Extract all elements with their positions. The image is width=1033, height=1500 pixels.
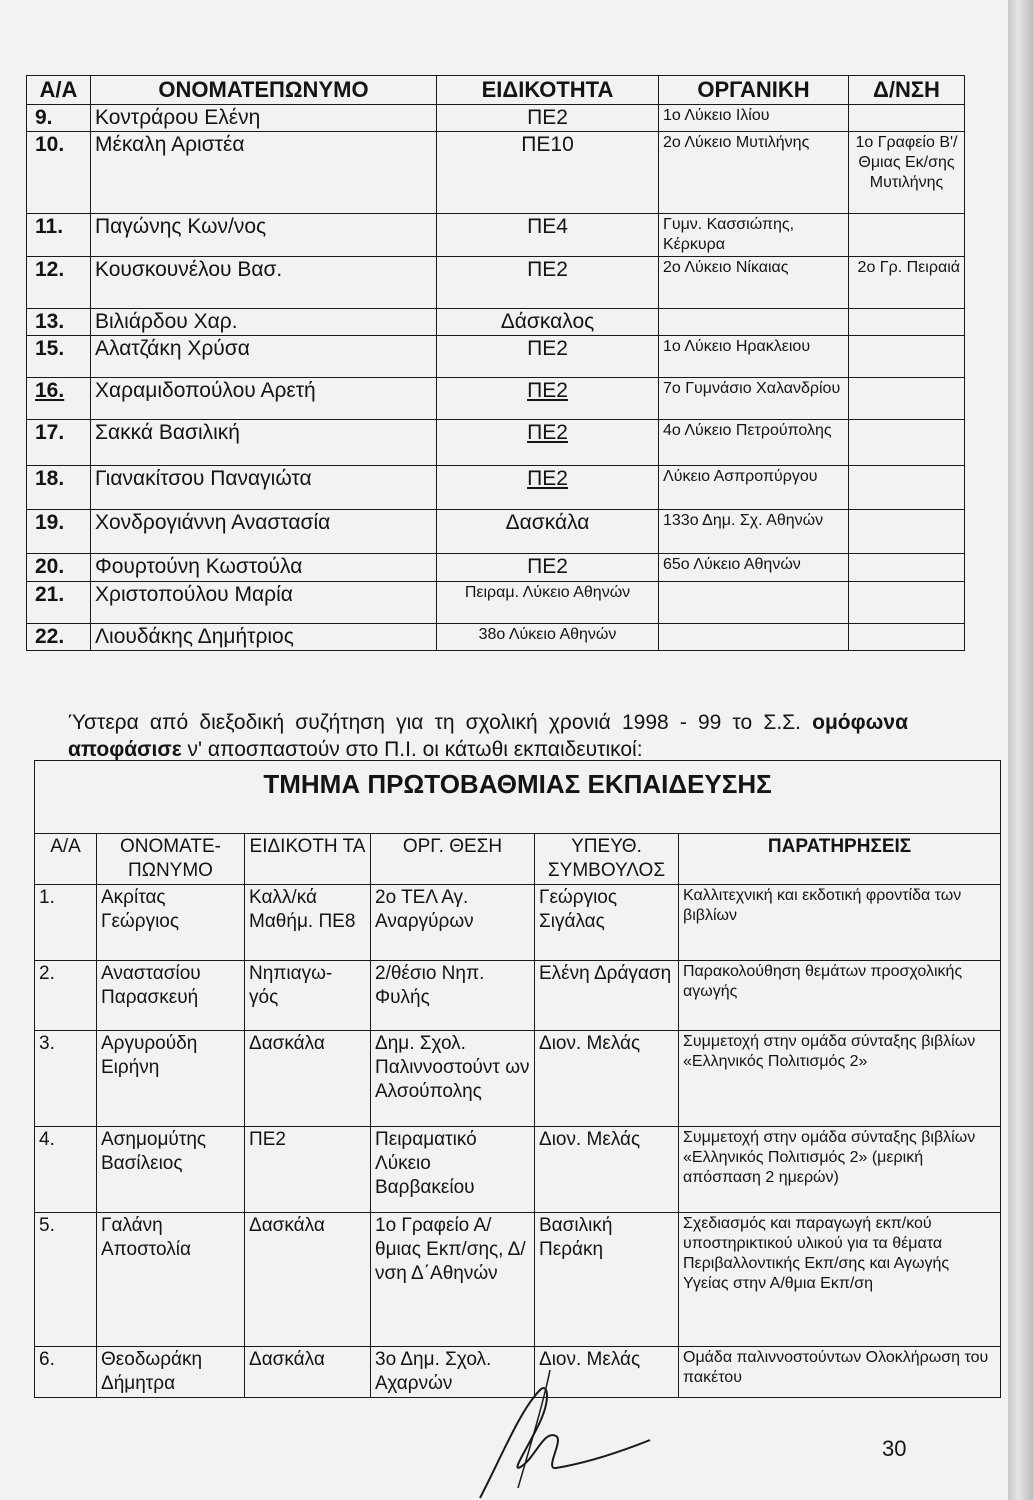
header-spec: ΕΙΔΙΚΟΤΗΤΑ [437, 76, 659, 105]
row-spec: 38ο Λύκειο Αθηνών [437, 624, 659, 651]
row-num: 21. [27, 582, 91, 624]
row-dir [849, 582, 965, 624]
row-num: 10. [27, 132, 91, 214]
row-remarks: Ομάδα παλιννοστούντων Ολοκλήρωση του πακέτου [679, 1347, 1001, 1398]
header-name: ΟΝΟΜΑΤΕΠΩΝΥΜΟ [91, 76, 437, 105]
row-num: 6. [35, 1347, 97, 1398]
row-org: Γυμν. Κασσιώπης, Κέρκυρα [659, 214, 849, 257]
row-dir [849, 624, 965, 651]
row-name: Χριστοπούλου Μαρία [91, 582, 437, 624]
row-name: Κουσκουνέλου Βασ. [91, 257, 437, 309]
table-row [35, 885, 1001, 961]
row-remarks: Συμμετοχή στην ομάδα σύνταξης βιβλίων «Ελληνικός Πολιτισμός 2» (μερική απόσπαση 2 ημερών) [679, 1127, 1001, 1213]
row-spec: ΠΕ10 [437, 132, 659, 214]
row-org: Λύκειο Ασπροπύργου [659, 466, 849, 510]
row-num: 17. [27, 420, 91, 466]
table-row [27, 214, 965, 257]
row-num: 4. [35, 1127, 97, 1213]
row-name: Μέκαλη Αριστέα [91, 132, 437, 214]
row-dir [849, 378, 965, 420]
row-spec: Δάσκαλος [437, 309, 659, 336]
row-position: 2ο ΤΕΛ Αγ. Αναργύρων [371, 885, 535, 961]
row-name: Χαραμιδοπούλου Αρετή [91, 378, 437, 420]
row-name: Φουρτούνη Κωστούλα [91, 554, 437, 582]
row-dir [849, 336, 965, 378]
row-org: 2ο Λύκειο Νίκαιας [659, 257, 849, 309]
row-org [659, 624, 849, 651]
table-row [27, 554, 965, 582]
row-org [659, 582, 849, 624]
page-number: 30 [882, 1436, 907, 1461]
row-org: 4ο Λύκειο Πετρούπολης [659, 420, 849, 466]
row-num: 20. [27, 554, 91, 582]
header-remarks: ΠΑΡΑΤΗΡΗΣΕΙΣ [679, 834, 1001, 885]
row-name: Αναστασίου Παρασκευή [97, 961, 245, 1031]
paragraph-text-1: Ύστερα από διεξοδική συζήτηση για τη σχολική χρονιά 1998 - 99 το Σ.Σ. [68, 711, 801, 734]
row-name: Θεοδωράκη Δήμητρα [97, 1347, 245, 1398]
row-org: 1ο Λύκειο Ηρακλειου [659, 336, 849, 378]
table-row [27, 105, 965, 132]
row-spec: Δασκάλα [245, 1031, 371, 1127]
row-dir: 2ο Γρ. Πειραιά [849, 257, 965, 309]
row-num: 11. [27, 214, 91, 257]
row-num: 3. [35, 1031, 97, 1127]
table-row [27, 624, 965, 651]
row-spec: Πειραμ. Λύκειο Αθηνών [437, 582, 659, 624]
row-num: 13. [27, 309, 91, 336]
header-org: ΟΡΓΑΝΙΚΗ [659, 76, 849, 105]
table-row [27, 132, 965, 214]
row-dir [849, 420, 965, 466]
row-spec: Δασκάλα [437, 510, 659, 554]
row-position: 2/θέσιο Νηπ. Φυλής [371, 961, 535, 1031]
section-title: ΤΜΗΜΑ ΠΡΩΤΟΒΑΘΜΙΑΣ ΕΚΠΑΙΔΕΥΣΗΣ [35, 761, 1001, 834]
row-remarks: Καλλιτεχνική και εκδοτική φροντίδα των βιβλίων [679, 885, 1001, 961]
row-position: 1ο Γραφείο Α/θμιας Εκπ/σης, Δ/νση Δ΄Αθηνών [371, 1213, 535, 1347]
row-dir [849, 105, 965, 132]
row-org: 1ο Λύκειο Ιλίου [659, 105, 849, 132]
row-name: Ασημομύτης Βασίλειος [97, 1127, 245, 1213]
row-dir [849, 510, 965, 554]
table-row [27, 336, 965, 378]
row-remarks: Συμμετοχή στην ομάδα σύνταξης βιβλίων «Ελληνικός Πολιτισμός 2» [679, 1031, 1001, 1127]
table-row [27, 257, 965, 309]
row-num: 19. [27, 510, 91, 554]
row-num: 5. [35, 1213, 97, 1347]
row-spec: Δασκάλα [245, 1213, 371, 1347]
row-spec: ΠΕ2 [437, 336, 659, 378]
row-dir [849, 554, 965, 582]
row-spec: ΠΕ2 [245, 1127, 371, 1213]
page-edge [1008, 0, 1033, 1500]
row-num: 16. [27, 378, 91, 420]
row-position: 3ο Δημ. Σχολ. Αχαρνών [371, 1347, 535, 1398]
row-org: 2ο Λύκειο Μυτιλήνης [659, 132, 849, 214]
row-name: Κοντράρου Ελένη [91, 105, 437, 132]
row-num: 15. [27, 336, 91, 378]
row-dir: 1ο Γραφείο Β'/Θμιας Εκ/σης Μυτιλήνης [849, 132, 965, 214]
row-spec: ΠΕ2 [437, 554, 659, 582]
table-row [35, 1213, 1001, 1347]
decision-paragraph [68, 709, 908, 763]
primary-education-table [34, 760, 1001, 1398]
header-position: ΟΡΓ. ΘΕΣΗ [371, 834, 535, 885]
header-spec: ΕΙΔΙΚΟΤΗ ΤΑ [245, 834, 371, 885]
row-name: Γαλάνη Αποστολία [97, 1213, 245, 1347]
table-row [27, 420, 965, 466]
top-table [26, 75, 965, 651]
row-advisor: Βασιλική Περάκη [535, 1213, 679, 1347]
header-name: ΟΝΟΜΑΤΕ- ΠΩΝΥΜΟ [97, 834, 245, 885]
row-spec: Νηπιαγω- γός [245, 961, 371, 1031]
table-row [27, 309, 965, 336]
row-spec: ΠΕ2 [437, 466, 659, 510]
row-num: 9. [27, 105, 91, 132]
row-spec: ΠΕ4 [437, 214, 659, 257]
row-name: Αλατζάκη Χρύσα [91, 336, 437, 378]
row-name: Αργυρούδη Ειρήνη [97, 1031, 245, 1127]
row-dir [849, 466, 965, 510]
row-num: 22. [27, 624, 91, 651]
table-row [27, 466, 965, 510]
row-advisor: Διον. Μελάς [535, 1347, 679, 1398]
row-spec: Καλλ/κά Μαθήμ. ΠΕ8 [245, 885, 371, 961]
row-spec: ΠΕ2 [437, 105, 659, 132]
row-num: 12. [27, 257, 91, 309]
primary-table-header [35, 834, 1001, 885]
row-org: 7ο Γυμνάσιο Χαλανδρίου [659, 378, 849, 420]
row-spec: ΠΕ2 [437, 257, 659, 309]
row-remarks: Παρακολούθηση θεμάτων προσχολικής αγωγής [679, 961, 1001, 1031]
row-org [659, 309, 849, 336]
table-row [27, 582, 965, 624]
row-name: Βιλιάρδου Χαρ. [91, 309, 437, 336]
header-advisor: ΥΠΕΥΘ. ΣΥΜΒΟΥΛΟΣ [535, 834, 679, 885]
table-row [27, 510, 965, 554]
header-aa: Α/Α [35, 834, 97, 885]
row-num: 1. [35, 885, 97, 961]
table-row [35, 961, 1001, 1031]
row-name: Λιουδάκης Δημήτριος [91, 624, 437, 651]
row-org: 133ο Δημ. Σχ. Αθηνών [659, 510, 849, 554]
row-dir [849, 309, 965, 336]
row-advisor: Διον. Μελάς [535, 1127, 679, 1213]
row-name: Γιανακίτσου Παναγιώτα [91, 466, 437, 510]
table-row [35, 1031, 1001, 1127]
table-row [35, 1127, 1001, 1213]
header-dir: Δ/ΝΣΗ [849, 76, 965, 105]
row-position: Πειραματικό Λύκειο Βαρβακείου [371, 1127, 535, 1213]
row-dir [849, 214, 965, 257]
row-name: Ακρίτας Γεώργιος [97, 885, 245, 961]
row-spec: Δασκάλα [245, 1347, 371, 1398]
table-row [27, 378, 965, 420]
paragraph-text-2: ν' αποσπαστούν στο Π.Ι. οι κάτωθι εκπαιδευτικοί: [181, 738, 643, 761]
paragraph-bold: ομόφωνα αποφάσισε [68, 711, 908, 761]
row-advisor: Ελένη Δράγαση [535, 961, 679, 1031]
row-org: 65ο Λύκειο Αθηνών [659, 554, 849, 582]
row-position: Δημ. Σχολ. Παλιννοστούντ ων Αλσούπολης [371, 1031, 535, 1127]
row-name: Χονδρογιάννη Αναστασία [91, 510, 437, 554]
row-advisor: Διον. Μελάς [535, 1031, 679, 1127]
top-table-header [27, 76, 965, 105]
row-remarks: Σχεδιασμός και παραγωγή εκπ/κού υποστηρικτικού υλικού για τα θέματα Περιβαλλοντικής Εκπ/σης και Αγωγής Υγείας στην Α/θμια Εκπ/ση [679, 1213, 1001, 1347]
row-spec: ΠΕ2 [437, 420, 659, 466]
row-num: 2. [35, 961, 97, 1031]
row-num: 18. [27, 466, 91, 510]
row-name: Σακκά Βασιλική [91, 420, 437, 466]
row-advisor: Γεώργιος Σιγάλας [535, 885, 679, 961]
row-name: Παγώνης Κων/νος [91, 214, 437, 257]
header-aa: Α/Α [27, 76, 91, 105]
row-spec: ΠΕ2 [437, 378, 659, 420]
signature-image [440, 1370, 660, 1500]
